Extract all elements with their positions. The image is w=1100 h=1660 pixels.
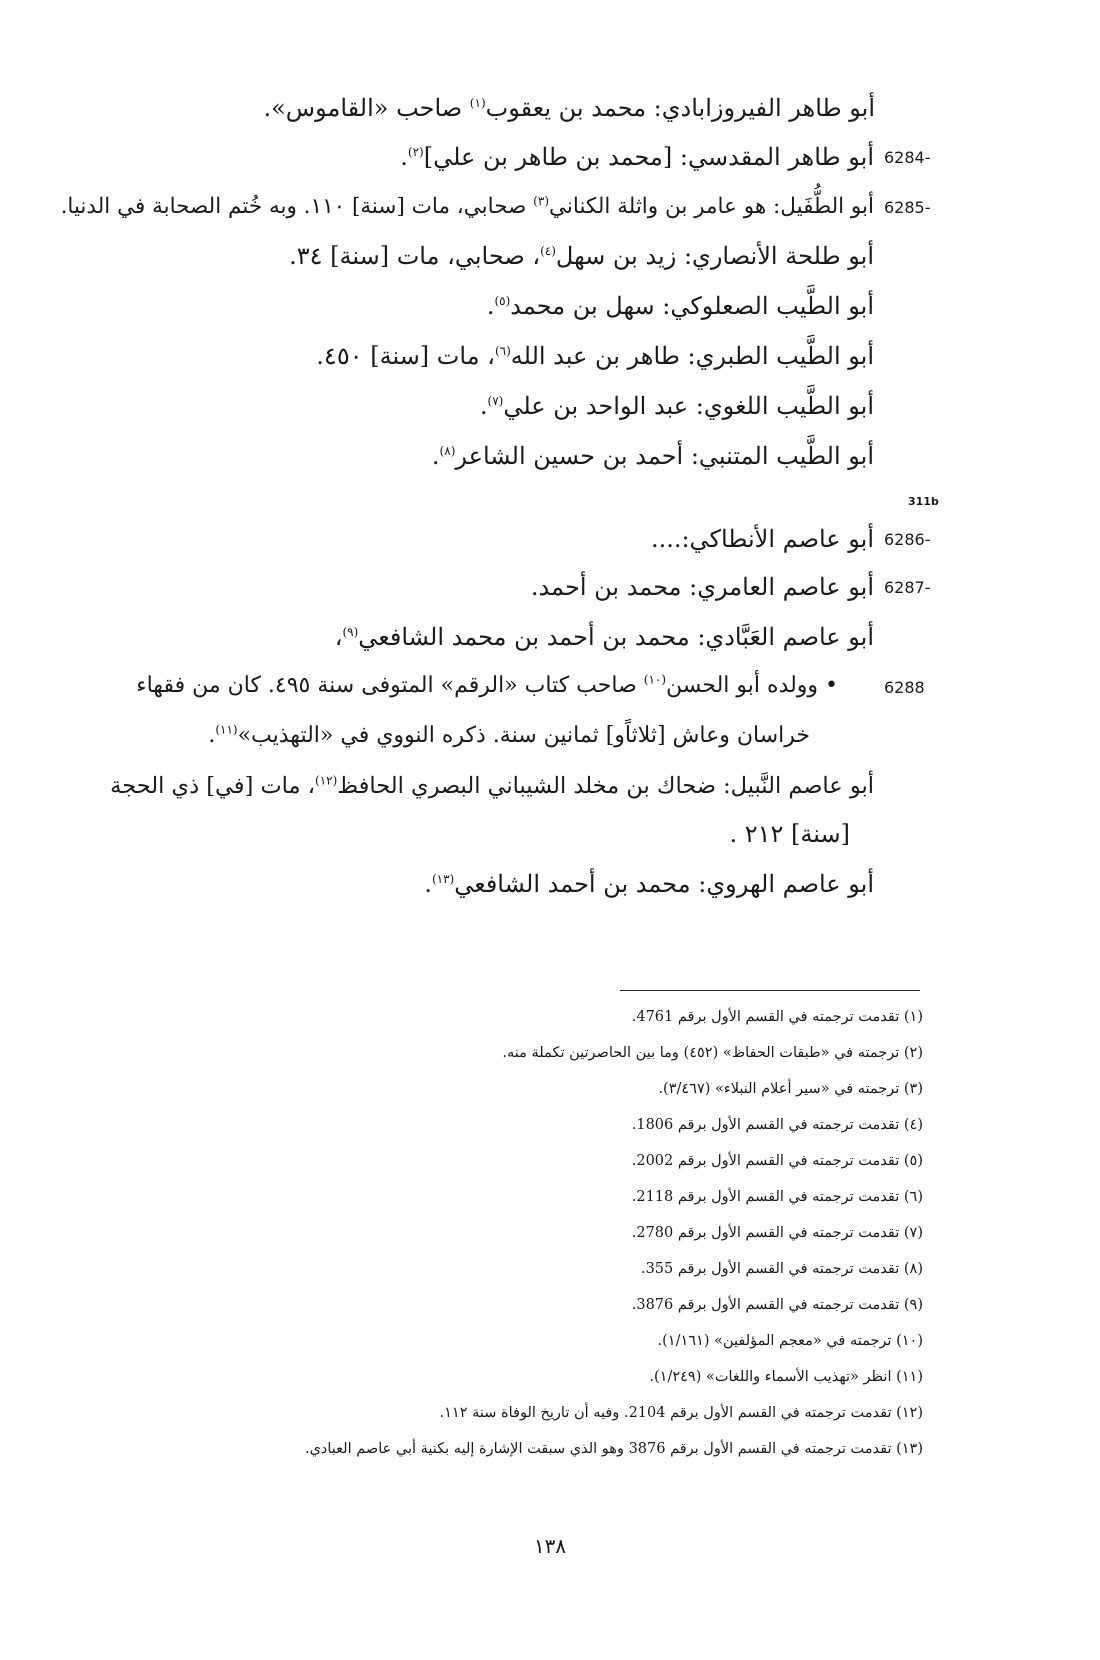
manuscript-folio-marker: 311b xyxy=(908,495,939,508)
entry-text: أبو الطُّفَيل: هو عامر بن واثلة الكناني xyxy=(549,194,874,219)
footnote-ref[interactable]: (١٣) xyxy=(431,872,455,886)
entry-number: 6288 xyxy=(884,678,925,697)
footnote-ref[interactable]: (١) xyxy=(469,96,486,110)
entry-number: 6286- xyxy=(884,530,931,549)
entry-text: صاحب «القاموس». xyxy=(263,94,470,122)
entry-text: أبو الطَّيب الصعلوكي: سهل بن محمد xyxy=(510,292,874,320)
footnote: (٦) تقدمت ترجمته في القسم الأول برقم 2118. xyxy=(631,1189,923,1205)
footnote-ref[interactable]: (٩) xyxy=(342,625,359,639)
entry-line xyxy=(136,670,838,702)
entry-line xyxy=(487,290,874,322)
page-number: ١٣٨ xyxy=(533,1534,567,1558)
footnote-ref[interactable]: (١١) xyxy=(215,722,238,737)
entry-text: . xyxy=(479,392,488,420)
entry-line xyxy=(480,390,874,422)
entry-text: أبو طاهر الفيروزابادي: محمد بن يعقوب xyxy=(485,94,875,122)
entry-line xyxy=(316,340,874,372)
footnote-ref[interactable]: (١٠) xyxy=(643,672,667,687)
entry-text: أبو عاصم العَبَّادي: محمد بن أحمد بن محمد الشافعي xyxy=(358,623,874,651)
entry-line xyxy=(432,440,874,472)
footnote-ref[interactable]: (٨) xyxy=(439,444,456,458)
footnote-separator xyxy=(620,990,920,991)
entry-text: ، xyxy=(334,623,343,651)
footnote-ref[interactable]: (٥) xyxy=(494,294,511,308)
entry-text: أبو عاصم النَّبيل: ضحاك بن مخلد الشيباني البصري الحافظ xyxy=(337,773,874,799)
entry-number: 6284- xyxy=(884,148,931,167)
entry-text: خراسان وعاش [ثلاثاًو] ثمانين سنة. ذكره النووي في «التهذيب» xyxy=(237,723,810,748)
entry-line xyxy=(729,818,850,850)
footnote: (٢) ترجمته في «طبقات الحفاظ» (٤٥٢) وما بين الحاصرتين تكملة منه. xyxy=(502,1045,923,1061)
entry-line xyxy=(263,92,875,124)
entry-text: أبو عاصم الأنطاكي:.... xyxy=(650,525,874,553)
footnote: (١) تقدمت ترجمته في القسم الأول برقم 4761. xyxy=(631,1009,923,1025)
footnote: (٩) تقدمت ترجمته في القسم الأول برقم 3876. xyxy=(631,1297,923,1313)
entry-text: ، صحابي، مات [سنة] ٣٤. xyxy=(289,242,541,270)
entry-text: . xyxy=(400,143,408,171)
entry-number: 6287- xyxy=(884,578,931,597)
entry-line xyxy=(110,770,874,802)
entry-text: . xyxy=(208,723,216,748)
entry-text: . xyxy=(424,870,432,898)
footnote: (١٣) تقدمت ترجمته في القسم الأول برقم 3876 وهو الذي سبقت الإشارة إليه بكنية أبي عاصم العبادي. xyxy=(304,1441,923,1457)
footnote: (٧) تقدمت ترجمته في القسم الأول برقم 2780. xyxy=(631,1225,923,1241)
entry-line xyxy=(61,191,874,223)
entry-text: أبو طلحة الأنصاري: زيد بن سهل xyxy=(555,242,874,270)
entry-text: . xyxy=(431,442,440,470)
entry-line xyxy=(651,523,874,555)
footnote: (١٢) تقدمت ترجمته في القسم الأول برقم 2104. وفيه أن تاريخ الوفاة سنة ١١٢. xyxy=(439,1405,923,1421)
footnote-ref[interactable]: (٣) xyxy=(533,193,549,208)
entry-text: أبو طاهر المقدسي: [محمد بن طاهر بن علي] xyxy=(423,143,874,171)
entry-text: أبو الطَّيب المتنبي: أحمد بن حسين الشاعر xyxy=(455,442,874,470)
entry-text: أبو عاصم الهروي: محمد بن أحمد الشافعي xyxy=(454,870,874,898)
entry-line xyxy=(424,868,874,900)
entry-text: • وولده أبو الحسن xyxy=(666,673,838,698)
footnote: (١١) انظر «تهذيب الأسماء واللغات» (١/٢٤٩). xyxy=(649,1369,923,1385)
footnote: (٥) تقدمت ترجمته في القسم الأول برقم 2002. xyxy=(631,1153,923,1169)
entry-text: صاحب كتاب «الرقم» المتوفى سنة ٤٩٥. كان من فقهاء xyxy=(136,673,644,698)
footnote: (١٠) ترجمته في «معجم المؤلفين» (١/١٦١). xyxy=(657,1333,923,1349)
entry-text: صحابي، مات [سنة] ١١٠. وبه خُتم الصحابة في الدنيا. xyxy=(60,194,534,219)
footnote-ref[interactable]: (٤) xyxy=(540,244,556,258)
entry-text: أبو الطَّيب اللغوي: عبد الواحد بن علي xyxy=(503,392,874,420)
footnote: (٣) ترجمته في «سير أعلام النبلاء» (٣/٤٦٧). xyxy=(658,1081,923,1097)
entry-text: أبو الطَّيب الطبري: طاهر بن عبد الله xyxy=(510,342,874,370)
footnote: (٨) تقدمت ترجمته في القسم الأول برقم 355. xyxy=(640,1261,923,1277)
entry-line xyxy=(335,621,874,653)
entry-text: أبو عاصم العامري: محمد بن أحمد. xyxy=(530,573,874,601)
entry-line xyxy=(400,141,874,173)
footnote-ref[interactable]: (٧) xyxy=(487,394,504,408)
footnote-ref[interactable]: (٢) xyxy=(407,145,424,159)
entry-text: . xyxy=(486,292,495,320)
footnote: (٤) تقدمت ترجمته في القسم الأول برقم 1806. xyxy=(631,1117,923,1133)
footnote-ref[interactable]: (١٢) xyxy=(315,773,338,788)
entry-number: 6285- xyxy=(884,198,931,217)
entry-text: ، مات [سنة] ٤٥٠. xyxy=(316,342,495,370)
entry-text: ، مات [في] ذي الحجة xyxy=(110,773,315,799)
entry-line xyxy=(208,720,810,752)
entry-text: [سنة] ٢١٢ . xyxy=(729,820,850,848)
footnote-ref[interactable]: (٦) xyxy=(494,344,511,358)
entry-line xyxy=(531,571,874,603)
entry-line xyxy=(289,240,874,272)
